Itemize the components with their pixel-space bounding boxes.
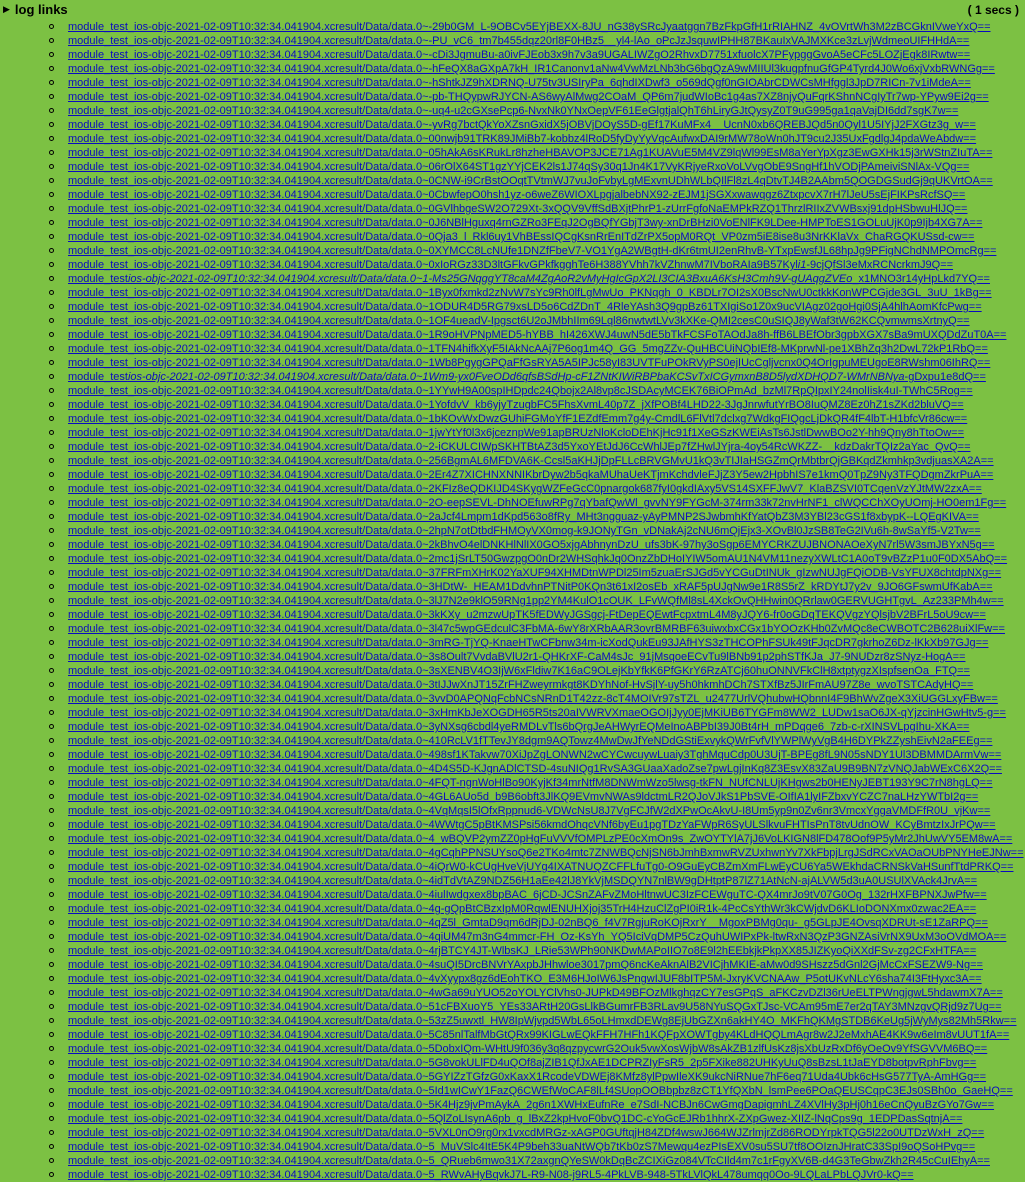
log-link-text-segment: module_test_ios-objc-2021-02-09T10:32:34.041904.xcresult/Data/data.0~4_wBQVP2ymZZ0pHgFuVVVfOMPLzPE0cXmOn9s_ZwOYTYlA7jJ6VoLKIGN8lFD478Oof9P5yMr2JhUwVY5EM8wA== <box>68 833 1013 845</box>
section-title: log links <box>14 2 68 17</box>
log-link-text-segment: module_test_ios-objc-2021-02-09T10:32:34.041904.xcresult/Data/data.0~5DobxIQm-WHtU9f036y3q8qzpycwrG2Ouk5vwXosWjbW8sAkZB1zlfUsKz8jsXbUzRxDf6yOeOv9YfSGVVM6BQ== <box>68 1043 988 1055</box>
log-link-item <box>68 313 1025 327</box>
log-link-text-segment: module_test_ios-objc-2021-02-09T10:32:34.041904.xcresult/Data/data.0~4VqMqsI5lOfxRppnud6-VDWcNsU8J7VgFCJfW2dXPwOcAkvU-I8Um5yp9n0Zv6nr3VmcxYggaVMDFfR0U_vjKw== <box>68 805 991 817</box>
log-link-item <box>68 117 1025 131</box>
log-link-text-segment: module_test_ios-objc-2021-02-09T10:32:34.041904.xcresult/Data/data.0~3vvD0APQNqFcbNCsNRnD1T42zz-8cT4MOIVr97sTZL_u2477UrlVQhubwHQbnnI4F9BhWvZgeX3XiUGGLxyFBw== <box>68 693 998 705</box>
log-link-text-segment: module_test_ios-objc-2021-02-09T10:32:34.041904.xcresult/Data/data.0~2mc1jSrLT50GwzpgO0nDr2WHSqhkJq0OnzZbDHoIYIW5omAU1N4VM11nezyXWLtC1A0oT9vBZzP1u0F0DX5AbQ== <box>68 553 1008 565</box>
log-link[interactable] <box>68 203 967 215</box>
log-link-item <box>68 453 1025 467</box>
log-link[interactable] <box>68 889 987 901</box>
log-link-text-segment: module_test_ios-objc-2021-02-09T10:32:34.041904.xcresult/Data/data.0~53zZ5uwxtl_HW8IpWjvpd5WbL65oLHmxdDEWg8EjUbGZXn6akHY4O_MKFhQKMgSTDB6KeUg5jWyMys82Mh5Rkw== <box>68 1015 1017 1027</box>
log-link[interactable] <box>68 581 993 593</box>
log-link-text-segment: module_test_ios-objc-2021-02-09T10:32:34.041904.xcresult/Data/data.0~5_RWvAHyBqvkJ7L-R9-N08-j9RL5-4PkLVB-948-5TkLVlQkL478umqq0Oo-9LQLaLPbLQJVr0-kQ== <box>68 1169 914 1181</box>
log-link[interactable] <box>68 917 988 929</box>
log-link-text-segment: module_test <box>68 371 128 383</box>
log-link-item <box>68 509 1025 523</box>
log-link-text-segment: module_test_ios-objc-2021-02-09T10:32:34.041904.xcresult/Data/data.0~4vXyypx8gz6dEohTKO_E3M6HJoIW6JsPngwIJUF8bITP5M-JxryKVCNAAw_P5otUKvNLcY6sha74I3FtHyxc3A== <box>68 973 982 985</box>
log-link[interactable] <box>68 651 965 663</box>
log-link[interactable] <box>68 1057 976 1069</box>
log-link[interactable] <box>68 763 1002 775</box>
log-link-item <box>68 775 1025 789</box>
log-link-text-segment: _x1MNO3r14yHpLkd7YQ== <box>852 273 990 285</box>
log-link-text-segment: module_test_ios-objc-2021-02-09T10:32:34.041904.xcresult/Data/data.0~5G8vokULlFD4uQOf8ajZIB1QfJxAE1DCPRZIyFsR5_2p5FXike882UHKyUuQ8sBzsL1tJaEYD8botpvRphFbvg== <box>68 1057 977 1069</box>
log-link-text-segment: module_test_ios-objc-2021-02-09T10:32:34.041904.xcresult/Data/data.0~3sXENBV4O3IjW6xFldiw7K16aC9OLejKbYfkK6PfGKrY6RzATCj60huONNVFkClH8xtptygzXIspfsenOa_FTQ== <box>68 665 970 677</box>
log-link-item <box>68 999 1025 1013</box>
log-link[interactable] <box>68 707 1006 719</box>
log-link-text-segment: module_test_ios-objc-2021-02-09T10:32:34.041904.xcresult/Data/data.0~3yNXsg6cbdl4yeRMDLvTls6bQrgJeAHWyrEQMeInoABPbI39J0Bt4rH_mPDqge6_7zb-c-rXINSVLpgIhu-XKA== <box>68 721 970 733</box>
log-link-item <box>68 243 1025 257</box>
log-link[interactable] <box>68 217 982 229</box>
log-link[interactable] <box>68 469 993 481</box>
log-link-item <box>68 1111 1025 1125</box>
log-link-item <box>68 89 1025 103</box>
log-link-text-segment: module_test_ios-objc-2021-02-09T10:32:34.041904.xcresult/Data/data.0~5K4Hjz9jvPmAykA_2g6n1XWHxEufnRe_e7SdI-NCBJn6CwGmgDapigmhLZ4XVlHy3pHj0h16eCnQyuBzGYo7Gw== <box>68 1099 995 1111</box>
log-link[interactable] <box>68 1099 994 1111</box>
log-link-text-segment: module_test_ios-objc-2021-02-09T10:32:34.041904.xcresult/Data/data.0~2aJcf4Lmpm1dKpd563o8fRy_MHt3ngguaz-yAyPMNP2SJwbmhKfYatQbZ3M3YBl23cGS1f8xbypK--LQEgKIVA== <box>68 511 979 523</box>
log-link-text-segment: module_test_ios-objc-2021-02-09T10:32:34.041904.xcresult/Data/data.0~4iulIwdgxex8bpBAC_6jCD-JCSnZAFvZMoHltnwUC3IzFCEWguTC-QX4mrJo9tV07G0Og_132rHXFBPNXJwPfw== <box>68 889 987 901</box>
log-link-text-segment: module_test_ios-objc-2021-02-09T10:32:34.041904.xcresult/Data/data.0~3HDtW-_HEAM1DdvhnPTNitP0KQn3t61xI2osEb_xRAF5pUJgNw9e1R8S5rZ_kRDYtJ7y2v_9JO6GFswmUfKabA== <box>68 581 993 593</box>
log-link[interactable] <box>68 77 971 89</box>
log-link-item <box>68 817 1025 831</box>
log-link[interactable] <box>68 1043 987 1055</box>
log-link-text-segment: module_test_ios-objc-2021-02-09T10:32:34.041904.xcresult/Data/data.0~4wGa69uYUO52oYOLYClVhs0-JUPkD49BFOzMlkghqzCY7esGPqS_aFKCzvDZl36rUeELTPWngjgwL5hdawmX7A== <box>68 987 1003 999</box>
log-link-text-segment: module_test_ios-objc-2021-02-09T10:32:34.041904.xcresult/Data/data.0~1ODUR4D5RG79xsLD5o6CdZDnT_4RleYAsh3Q9gpBz61TXIgiSo1Z0x9ucVIAgz02goHgi0SjA4hlhAomKfcPwg== <box>68 301 982 313</box>
log-link-item <box>68 593 1025 607</box>
log-link-text-segment: module_test_ios-objc-2021-02-09T10:32:34.041904.xcresult/Data/data.0~3s8Oult7VvdaBVlU2r1-QHKrXF-CaM4sJc_91jMsqoeECvTu9lBNb91p2phSTfKJa_J7-9NUDzr8zSNyz-HogA== <box>68 651 966 663</box>
log-link[interactable] <box>68 1113 962 1125</box>
log-link-text-segment: module_test_ios-objc-2021-02-09T10:32:34.041904.xcresult/Data/data.0~4qiUM47m3nG4mmcr-FH_Oz-KsYh_YQ5IciVqDMP5CzQuhUWIPxPk-ltwRxN3QzP3GNZAsiVrNX9UxM3oOVdMOA== <box>68 931 1007 943</box>
log-link[interactable] <box>68 119 976 131</box>
log-link[interactable] <box>68 21 991 33</box>
log-link-text-segment: module_test_ios-objc-2021-02-09T10:32:34.041904.xcresult/Data/data.0~1Byx0fxmkd2zNvW7sYc9Rh0lfLgMwUo_PKNqgh_0_KBDLr7OI2sX0BscNwU0ctkkKonWPCGjde3GL_3uU_1kBg== <box>68 287 992 299</box>
log-link-text-segment: module_test_ios-objc-2021-02-09T10:32:34.041904.xcresult/Data/data.0~256BgmAL6MFDVA6K-Ccsl5aKHJjDpFLLcBRVGMvU1kQ3vTIJIaHSGZmQrMbtbrQjGBKqdZkmhkp3vdjuasXA2A== <box>68 455 994 467</box>
log-link[interactable] <box>68 637 988 649</box>
log-link[interactable] <box>68 861 1013 873</box>
log-link[interactable] <box>68 483 982 495</box>
log-link-item <box>68 523 1025 537</box>
log-link-text-segment: module_test_ios-objc-2021-02-09T10:32:34.041904.xcresult/Data/data.0~4suQI5DrcBNVrYAxpbJHhwloe3017pmQ6ncKeAknAlB2VICjhMKIE-aMw0d9SHszz5dGnl2GjMcCxFSEZW9-Ng== <box>68 959 983 971</box>
log-link-text-segment: module_test_ios-objc-2021-02-09T10:32:34.041904.xcresult/Data/data.0~4iQrW0-kCUgHveVjUYg4IXATNUQZCFFLfuTg0-O9GuEyCBZmXmFLwEyCU6Ya5WEkhdaCRNSkVaHSunfTtdPRKQ== <box>68 861 1014 873</box>
log-link-item <box>68 397 1025 411</box>
log-link-item <box>68 383 1025 397</box>
log-link-text-segment: -gDxpu1e8dQ== <box>904 371 986 383</box>
log-link-item <box>68 47 1025 61</box>
log-link[interactable] <box>68 399 964 411</box>
log-link-item <box>68 481 1025 495</box>
log-link-item <box>68 761 1025 775</box>
log-link[interactable] <box>68 371 986 383</box>
log-link-item <box>68 691 1025 705</box>
log-link[interactable] <box>68 497 1006 509</box>
log-link-item <box>68 663 1025 677</box>
log-link[interactable] <box>68 245 996 257</box>
log-link-item <box>68 579 1025 593</box>
log-link-item <box>68 173 1025 187</box>
log-link-item <box>68 1069 1025 1083</box>
log-link[interactable] <box>68 665 970 677</box>
log-link-item <box>68 607 1025 621</box>
log-link-text-segment: module_test_ios-objc-2021-02-09T10:32:34.041904.xcresult/Data/data.0~3lJ7N2e9klO59RNg1pp2YM4KulO1cOUK_LFvWQfMl8sL4XckOvQHHwin0QRrlaw0GERVUGHTgvL_Az233PMh4w== <box>68 595 1004 607</box>
log-link[interactable] <box>68 1001 1002 1013</box>
log-link-text-segment: module_test_ios-objc-2021-02-09T10:32:34.041904.xcresult/Data/data.0~5_QRueb6mwo31X72axgnQYeSW0kDqBcZCIXiGz084VTcCIld4m7c1rFgyXV6B-d4G3TeGbwZkh2R45cCuIEhyA== <box>68 1155 990 1167</box>
log-link[interactable] <box>68 147 992 159</box>
log-link-text-segment: module_test_ios-objc-2021-02-09T10:32:34.041904.xcresult/Data/data.0~0GVlhbgeSW2O729Xt-3xQQV9VffSdBXjtPhrP1-zUrrFgfoNaEMPkRZQ1ThrzlRIIxZVWBsxj91dpHSbwuHlJQ== <box>68 203 968 215</box>
log-link-text-segment: module_test_ios-objc-2021-02-09T10:32:34.041904.xcresult/Data/data.0~3mRG-TjYQ-KnaeHTwCFbnw34m-icXodQukEu93JAfHYS3zTHCOPhFSUk49tFJqcDR7gkrhoZ6Dz-lKkXb97GJg== <box>68 637 989 649</box>
log-link-item <box>68 285 1025 299</box>
log-link-item <box>68 1083 1025 1097</box>
log-link-text-segment: module_test_ios-objc-2021-02-09T10:32:34.041904.xcresult/Data/data.0~2hpN7otDtbdFHMOyVX0mog-k9JONyTGn_vDNakAj2cNU6mQjEjx3-XOvBl0JzSB8TeG2IVu6h-8wSaYf5-V2Tw== <box>68 525 981 537</box>
log-link-text-segment: module_test_ios-objc-2021-02-09T10:32:34.041904.xcresult/Data/data.0~-29b0GM_L-9OBCv5EYjBEXX-8JU_nG38ySRcJyaatggn7BzFkpGfH1rRIAHNZ_4vOVrtWh3M2zBCGknIVweYxQ== <box>68 21 991 33</box>
log-link-text-segment: module_test_ios-objc-2021-02-09T10:32:34.041904.xcresult/Data/data.0~410RcLV1fTTevJY8dgm9AQTowz4MwDwJfYeNDdGStiExvykQWrFvfVlYWPlWyVgB4H6DYPkZZyshEivN2aFEEg== <box>68 735 993 747</box>
log-link[interactable] <box>68 805 990 817</box>
log-link[interactable] <box>68 721 969 733</box>
log-link-italic-segment: i1 <box>797 259 807 271</box>
log-link-text-segment: module_test_ios-objc-2021-02-09T10:32:34.041904.xcresult/Data/data.0~-uq4-u2cGXsePcp6-NvxNk0YNxOepVF61EeGlgtjalQhT6hLiryGJtQysyZ0T9uG995ga1qaVajDI6dd7sgK7w== <box>68 105 959 117</box>
log-link[interactable] <box>68 91 989 103</box>
log-link-text-segment: module_test_ios-objc-2021-02-09T10:32:34.041904.xcresult/Data/data.0~3kKXy_u2mzwUpTK5fEDWyJGSgcj-FtDepEQEwtFcpxtmL4M8yJQY6-fr0oGDqTEKQVgzYQlsjbV2BFrL5oU9cw== <box>68 609 986 621</box>
log-link-item <box>68 201 1025 215</box>
log-link-text-segment: module_test_ios-objc-2021-02-09T10:32:34.041904.xcresult/Data/data.0~5_MuVSlc4ItE5K4P9beh33uaNtWQb7tKb0zS7Mewqu4ezPIsEXV0su5SU7tf8OOIznJHratC33SpI9oQSoHPvg== <box>68 1141 976 1153</box>
log-link-text-segment: module_test_ios-objc-2021-02-09T10:32:34.041904.xcresult/Data/data.0~4FQT-ngnWoHlBo90KyjKf34mrNtfM8DNWmWzo5lwsg-tkFN_NUfCNLUjKHgws2b0HENyJEBT193Y9C7rN8hgLQ== <box>68 777 993 789</box>
log-link[interactable] <box>68 1029 1009 1041</box>
log-link-item <box>68 929 1025 943</box>
log-link[interactable] <box>68 1127 984 1139</box>
log-link-item <box>68 1027 1025 1041</box>
log-link[interactable] <box>68 679 973 691</box>
log-link[interactable] <box>68 1169 914 1181</box>
log-link[interactable] <box>68 105 958 117</box>
log-link[interactable] <box>68 259 953 271</box>
log-link-italic-segment: ios-objc-2021-02-09T10:32:34.041904.xcresult/Data/data.0~1-Ms25GNqggYT8caM4ZgAoR2vMyHgIcGpX2LI3CIA3BxuA6KsH3Cmh9V-gUAqgZVEo <box>127 273 853 285</box>
log-link-item <box>68 61 1025 75</box>
log-link-text-segment: module_test_ios-objc-2021-02-09T10:32:34.041904.xcresult/Data/data.0~2kBhvO4elDNKHlNlIX0GO5xjgAbhnynDzU_ufs3bK-97hy3oSgp6EMYCRKZUJBNONAOeXyN7rl5W3smJBYxN5g== <box>68 539 995 551</box>
log-link[interactable] <box>68 385 973 397</box>
log-link[interactable] <box>68 959 983 971</box>
log-link[interactable] <box>68 525 981 537</box>
log-links-list <box>0 19 1025 1181</box>
log-link-text-segment: module_test <box>68 273 128 285</box>
log-link-text-segment: module_test_ios-objc-2021-02-09T10:32:34.041904.xcresult/Data/data.0~1YYwH9A00spIHDpdc24Qbojx2Al8vp8cJSDAcyMCEK76BiOPmAd_bzMl7RpQIpxIY24nolIisk4uI-TWhC5Rog== <box>68 385 973 397</box>
log-link[interactable] <box>68 791 978 803</box>
log-link-item <box>68 19 1025 33</box>
log-link[interactable] <box>68 511 979 523</box>
log-link-text-segment: -9cjQfSl3eMxRCNcrkmJ9Q== <box>806 259 954 271</box>
log-link-text-segment: module_test_ios-objc-2021-02-09T10:32:34.041904.xcresult/Data/data.0~4gCqhPPNSUYsoQ6e2TKo4mtc7ZNWBQcNjSN6bJmhBxmwRVZUxhwnYv7XkFbpjLrgJSdRCxVAOaOUbPNYHeEJNw== <box>68 847 1024 859</box>
log-link-item <box>68 565 1025 579</box>
log-link-text-segment: module_test_ios-objc-2021-02-09T10:32:34.041904.xcresult/Data/data.0~0CNW-i9CrBstOOqtTVtmWJ7vuJoFvbyLgMExvnUDhWLbQIlFl8zL4qDtvTJ4B2AAbm5QOGDGSudGj9qUKVrtOA== <box>68 175 993 187</box>
log-link[interactable] <box>68 777 993 789</box>
log-link-item <box>68 187 1025 201</box>
log-link-text-segment: module_test_ios-objc-2021-02-09T10:32:34.041904.xcresult/Data/data.0~3l47c5wpGEdculC3FbMA-6wY8rXRbAAR3ovrBMRBF63uiwxbxCGx1bYOOzKHb0ZvMQc8eCWBOTC2B628uiXlFw== <box>68 623 1005 635</box>
log-link[interactable] <box>68 931 1006 943</box>
log-link-item <box>68 803 1025 817</box>
log-link-text-segment: module_test_ios-objc-2021-02-09T10:32:34.041904.xcresult/Data/data.0~05hAkA6sKRukLr8hzheHBAVOP3JCE71Ag1KUAVuE5M4VZ9lqWl99EsM8aYerYpXgz3EwGXHk15j3rWStnZIuTA== <box>68 147 993 159</box>
log-link[interactable] <box>68 413 967 425</box>
log-link-item <box>68 887 1025 901</box>
log-link[interactable] <box>68 301 982 313</box>
log-link[interactable] <box>68 903 976 915</box>
log-link-text-segment: module_test_ios-objc-2021-02-09T10:32:34.041904.xcresult/Data/data.0~4rjBTCY4JT-WlbsKJ_LRie53WPh90NKDwMAPoIIO7o8E9l2hEEbkjkPkpXX85JIZKyoQiXXdFSv-zg2CFxHTFA== <box>68 945 977 957</box>
log-link-text-segment: module_test_ios-objc-2021-02-09T10:32:34.041904.xcresult/Data/data.0~1jwYtYf0l3x6jceznpWe91apBRUzNloKcloDEhKjHc91f1XeGSzKWEiAsTs6JstlDwwBOo2Y-hh9Qny8hTtoOw== <box>68 427 965 439</box>
log-link[interactable] <box>68 567 1001 579</box>
log-link-item <box>68 439 1025 453</box>
log-link-item <box>68 971 1025 985</box>
log-link-item <box>68 621 1025 635</box>
log-link[interactable] <box>68 833 1012 845</box>
log-link-item <box>68 831 1025 845</box>
log-link-item <box>68 355 1025 369</box>
log-link-item <box>68 229 1025 243</box>
log-link-text-segment: module_test_ios-objc-2021-02-09T10:32:34.041904.xcresult/Data/data.0~5QlZoLIsynA6pb_g_lBxZ2kpHvoF0bvQ1DC-cYoGcEJRb1hhrX-ZXpGwez-XIIZ-lNqCps9g_1EDPDasSqtnjA== <box>68 1113 963 1125</box>
log-link-item <box>68 733 1025 747</box>
log-link-item <box>68 1139 1025 1153</box>
log-link-item <box>68 1041 1025 1055</box>
log-link-item <box>68 1055 1025 1069</box>
log-link[interactable] <box>68 1155 990 1167</box>
log-link-text-segment: module_test_ios-objc-2021-02-09T10:32:34.041904.xcresult/Data/data.0~4WWtgC5pBtKMSPsi56kmdOhqcVNf6byEu1pgTDzYaFWpR6SyULSlkvuFHTIsPnT8tvUdnOW_KCyBmtzIxJrPQw== <box>68 819 996 831</box>
log-link-item <box>68 1013 1025 1027</box>
log-link-item <box>68 159 1025 173</box>
log-link[interactable] <box>68 553 1007 565</box>
log-link[interactable] <box>68 329 1006 341</box>
log-link[interactable] <box>68 343 988 355</box>
log-link-item <box>68 467 1025 481</box>
log-link-text-segment: module_test_ios-objc-2021-02-09T10:32:34.041904.xcresult/Data/data.0~5Id1wICwY1FazQ6CWEfWoCAF8lLf4SUopOOBbpbz8zCT1YfQXbN_lsmPee6POaQEUSCqpC3EJs0SBh0o_GaeHQ== <box>68 1085 1013 1097</box>
log-link-item <box>68 1167 1025 1181</box>
log-link-item <box>68 33 1025 47</box>
log-link-item <box>68 551 1025 565</box>
log-link-item <box>68 411 1025 425</box>
log-link[interactable] <box>68 427 964 439</box>
log-link[interactable] <box>68 35 969 47</box>
log-link-item <box>68 747 1025 761</box>
log-link-text-segment: module_test_ios-objc-2021-02-09T10:32:34.041904.xcresult/Data/data.0~1TFN4hifkXyF5IAkNcAAj7P6og1m4Q_GG_5mgZZv-QuHBCUiNQbIEf8-MKprwNl-pe1XBhZq3h2DwL72kP1RbQ== <box>68 343 988 355</box>
log-link-item <box>68 915 1025 929</box>
log-link-item <box>68 635 1025 649</box>
expand-triangle-icon[interactable]: ▶ <box>3 4 10 14</box>
log-link-item <box>68 943 1025 957</box>
log-link-text-segment: module_test_ios-objc-2021-02-09T10:32:34.041904.xcresult/Data/data.0~5GYIZzTGfzG0xKaxX1RcodeVDWEj8KMfz8ylPpwIleXK9ukcNiRNue7hF6eq71Uda4Ubk6cHsG577TyA-AmHGg== <box>68 1071 987 1083</box>
log-link[interactable] <box>68 847 1024 859</box>
log-link-text-segment: module_test_ios-objc-2021-02-09T10:32:34.041904.xcresult/Data/data.0~1bKOvWxDwzGUhiFGMoYfF1EZdfEmm7g4y-CmdlL6FlVtl7dclxg7WdkgFIQgcLjDkQR4fF4lbT-H1bfcVr86cw== <box>68 413 968 425</box>
log-link[interactable] <box>68 189 965 201</box>
log-link-item <box>68 845 1025 859</box>
log-link[interactable] <box>68 735 992 747</box>
log-link-text-segment: module_test_ios-objc-2021-02-09T10:32:34.041904.xcresult/Data/data.0~4GL6AUo5d_b9B6obft3JlKQ9EVmvNWAs9ldctmLR2QJoVJkS1PbSVE-OIfIA1lyIFZbxvYCZC7naLHzYWTbI2g== <box>68 791 979 803</box>
log-link-item <box>68 873 1025 887</box>
log-link-text-segment: module_test_ios-objc-2021-02-09T10:32:34.041904.xcresult/Data/data.0~4g-gQpBtCBzxIpM0RqwlENUHXjoj35TrH4HzuClZgPI0iR1k-4PcCsYthWr3kCWjdvD6KLIoDONXmx0zwac2EA== <box>68 903 977 915</box>
log-link-item <box>68 257 1025 271</box>
log-link-text-segment: module_test_ios-objc-2021-02-09T10:32:34.041904.xcresult/Data/data.0~-hFeQX8aGXpA7kH_IR1Canonv1aNw4VwMzLNb3bG6bgQzA9wMIIUl3kugpfnuGfGP4Tyrd4J0Wo6xjVxbRWNGg== <box>68 63 995 75</box>
log-link-text-segment: module_test_ios-objc-2021-02-09T10:32:34.041904.xcresult/Data/data.0~498sf1KTakvw70XiJpZgLONWN2wCYCwcuywLuaiy3TghMquCdp0U3UjT-BPEg8fL9N05sNDY1Ul3DBMMDArmVw== <box>68 749 1002 761</box>
log-link-item <box>68 299 1025 313</box>
log-link-text-segment: module_test_ios-objc-2021-02-09T10:32:34.041904.xcresult/Data/data.0~1OF4ueadV-Ipgsct6U2oJMbhIIm69Lql86nwtwtLVv3kXKe-QMI2cesC0uSIQJ8yWaf3tW62KCQvmwmsXrtnyQ== <box>68 315 970 327</box>
log-link-text-segment: module_test_ios-objc-2021-02-09T10:32:34.041904.xcresult/Data/data.0~2O-eepSEVL-DhNOEfuwRPg7qYbafQwWl_gvvNY9FYGcM-374rm33k72nvHrNF1_clWQCChXOyUOmj-HO0em1Fg== <box>68 497 1007 509</box>
log-link-item <box>68 145 1025 159</box>
log-link-text-segment: module_test_ios-objc-2021-02-09T10:32:34.041904.xcresult/Data/data.0~00nwjb91TRK89JMiBb7-kobbz4lRoD5fyDyYyVqcAufwxDAI9rMW78oWn0hJT9cu2J35UxFgdlgJ4pdaWeAbdw== <box>68 133 977 145</box>
log-link[interactable] <box>68 875 977 887</box>
log-link-item <box>68 425 1025 439</box>
log-link-item <box>68 537 1025 551</box>
log-link-item <box>68 215 1025 229</box>
log-link-item <box>68 131 1025 145</box>
log-link[interactable] <box>68 161 969 173</box>
log-link[interactable] <box>68 973 982 985</box>
log-link-text-segment: module_test_ios-objc-2021-02-09T10:32:34.041904.xcresult/Data/data.0~1YofdvV_kb6yjyTzugbFC5FhsXvmL40p7Z_jXfPOBf4LHD22-3JgJnrwfutYrBO8IuQMZ8Ez0hZ1sZKd2bluVQ== <box>68 399 964 411</box>
section-duration: ( 1 secs ) <box>967 2 1019 17</box>
log-link-text-segment: module_test_ios-objc-2021-02-09T10:32:34.041904.xcresult/Data/data.0~2Er4Z7XICHNXNNIKbrDyw2b5qkaMUhaUeKTjmKchdvleFJjZ3Y5ew2HpbhIS7e1kmQ0TpZ9Ny3TFQDgmZkrPuA== <box>68 469 994 481</box>
log-link[interactable] <box>68 315 970 327</box>
log-link-text-segment: module_test_ios-objc-2021-02-09T10:32:34.041904.xcresult/Data/data.0~0CbwfepO0hsh1yz-o6weZ6WIOXLpgjalbebNX92-zEJM1jSGXxwawqgz6ZtxpcvX7rH7lJeU5sEjFIKPsRcfSQ== <box>68 189 966 201</box>
log-link-text-segment: module_test_ios-objc-2021-02-09T10:32:34.041904.xcresult/Data/data.0~2-iCKULCIWpSKHTBtAZ3d5YxoYEtJdJ6CcWhlJEp7fZHwlJYjra-4oy54RcWKZZ-__kdzDakrTQIz2aYac_QvQ== <box>68 441 971 453</box>
log-link-item <box>68 859 1025 873</box>
log-link-text-segment: module_test_ios-objc-2021-02-09T10:32:34.041904.xcresult/Data/data.0~06rOlX64ST1gzYYjCEK2ls1J74qSy30q1Jn4K17VyKRjyeRxoVoLVvgObE9SngHf1hVODjPAmeiviSNlAx-VQg== <box>68 161 970 173</box>
log-link-text-segment: module_test_ios-objc-2021-02-09T10:32:34.041904.xcresult/Data/data.0~4idTdVtAZ9NDZ56H1aEe42lJ8YkVjMSDQYN7nlBW9gDHtptP87lZ71AtNcN-ajALVW5d3uA0USUlXVAck4JrvA== <box>68 875 978 887</box>
log-link-item <box>68 1125 1025 1139</box>
log-link[interactable] <box>68 1141 975 1153</box>
log-link-italic-segment: ios-objc-2021-02-09T10:32:34.041904.xcresult/Data/data.0~1Wm9-yx0FveODd6qfsBSdHp-cF1ZNtKIWiRBPbaKCSvTxICGymxnB8D5lydXDHQD7-WMrNBNya <box>127 371 905 383</box>
log-link[interactable] <box>68 175 993 187</box>
log-link-text-segment: module_test_ios-objc-2021-02-09T10:32:34.041904.xcresult/Data/data.0~-hShtkJZ9hXDRNQ-U75tv3USIryPa_6qhdIXDwf3_o569dQgf0nGIOAbrCDWCsMHfggl3JpD7RICn-7v1iMdeA== <box>68 77 971 89</box>
log-link[interactable] <box>68 357 990 369</box>
log-link-text-segment: module_test_ios-objc-2021-02-09T10:32:34.041904.xcresult/Data/data.0~0xIoRGz33D3ltGFkvGPkfkgghTe6H388YVhh7kVZhnwM7IVboRAIa9B57Kyl <box>68 259 798 271</box>
log-link-item <box>68 957 1025 971</box>
log-link-item <box>68 1153 1025 1167</box>
log-link-item <box>68 1097 1025 1111</box>
log-link-text-segment: module_test_ios-objc-2021-02-09T10:32:34.041904.xcresult/Data/data.0~-cDi3JgmuBu-a0ivFJEob3x9h7v3a9UGALIWZgO2RhvxD7751xfuolcX7PFypggGvoA5eCFc5LOZjEgk8IRwtw== <box>68 49 971 61</box>
log-link-item <box>68 985 1025 999</box>
log-link-text-segment: module_test_ios-objc-2021-02-09T10:32:34.041904.xcresult/Data/data.0~1Wb8PgygGPQaFfGsRYA5A5IPJc58yI83UVTFuPOkRVyPS0ejIUcCgljvcnx0Q4OrIgpuMEUgoE8RWshm06IhRQ== <box>68 357 991 369</box>
log-link-item <box>68 75 1025 89</box>
log-link-text-segment: module_test_ios-objc-2021-02-09T10:32:34.041904.xcresult/Data/data.0~0J6NBlHguxq4rnGZRo3FEqJ2OgBQfYGbjT3wy-xnDrBHzi0VoENlFK9LDee-HMPToES1GOLuUjK0p9Ijb4XG7A== <box>68 217 983 229</box>
log-link-item <box>68 649 1025 663</box>
log-link-item <box>68 677 1025 691</box>
log-link-text-segment: module_test_ios-objc-2021-02-09T10:32:34.041904.xcresult/Data/data.0~5C85nlTalfMbGtQRx99KIGLwEQkFFH7HFh1KQFpXOWTgby4KLdHQQLmAgr8w2J2eMxhAE4KK9w6eIm8vUUT1fA== <box>68 1029 1010 1041</box>
log-link[interactable] <box>68 987 1003 999</box>
log-link[interactable] <box>68 1015 1017 1027</box>
log-link[interactable] <box>68 287 992 299</box>
log-link[interactable] <box>68 455 994 467</box>
log-link-text-segment: module_test_ios-objc-2021-02-09T10:32:34.041904.xcresult/Data/data.0~4qZ5l_GmtaD9qm6dRjDJ-02nBQ6_f4V7RgjuRoKOjRxrY__MgoxPBMg0qu-_g5GLpJE4OvsqXDRUt-sE1ZaRPQ== <box>68 917 988 929</box>
log-link-text-segment: module_test_ios-objc-2021-02-09T10:32:34.041904.xcresult/Data/data.0~3xHmKbJeXOGDH65R5ts20aIVWRVXmaeOGOIjJyy0EjMKiUB6TYGFm8WW2_LUDw1saO6JX-qYjzcinHGwHtv5-g== <box>68 707 1006 719</box>
log-link-item <box>68 327 1025 341</box>
log-link-item <box>68 495 1025 509</box>
log-link-item <box>68 719 1025 733</box>
log-link-item <box>68 901 1025 915</box>
log-link-item <box>68 341 1025 355</box>
log-link[interactable] <box>68 231 974 243</box>
log-link-item <box>68 103 1025 117</box>
log-link-item <box>68 271 1025 285</box>
log-link-text-segment: module_test_ios-objc-2021-02-09T10:32:34.041904.xcresult/Data/data.0~-yvRg7bctQkYoXZsnGxidX5jOBVjDOyS5D-gEf17KuMFx4__UcnN0xb6QREBJQd5n0Qyl1U5IYjJ2FXGtz3g_w== <box>68 119 976 131</box>
log-link[interactable] <box>68 49 970 61</box>
log-link-text-segment: module_test_ios-objc-2021-02-09T10:32:34.041904.xcresult/Data/data.0~1R9oHVPNpMED5-hYBB_hI426XWJ4uwN5dE5bTkFCSFoTAOdJa8h-ffB6LBEfObr3gpbXGX7sBa9mUXQDdZuT0A== <box>68 329 1007 341</box>
log-link[interactable] <box>68 609 986 621</box>
log-link[interactable] <box>68 539 995 551</box>
log-link-text-segment: module_test_ios-objc-2021-02-09T10:32:34.041904.xcresult/Data/data.0~37FRFmXHrK02YaXUF94XHMDtnWPDl25Im5zuaErSJGd5vYCGuDtINUk_gIzwNUJgFQiODB-VsYFUX8chtdpNXg== <box>68 567 1002 579</box>
log-link-text-segment: module_test_ios-objc-2021-02-09T10:32:34.041904.xcresult/Data/data.0~0Qja3_l_Rkl6uy1VhBEssIQCgKsnRrEnITdZrPX5opM0RQt_VP0zm5iE8ise8u3NrKKlaVx_ChaRGQKUSsd-cw== <box>68 231 975 243</box>
log-link-text-segment: module_test_ios-objc-2021-02-09T10:32:34.041904.xcresult/Data/data.0~4D4S5D-KJgnADlCTSD-4suNIQg1RvSA3GUaaXadoZse7pwLgjInKq8Z3EsvX83ZaU9B9BN7zVNQJabWExC6X2Q== <box>68 763 1002 775</box>
log-link[interactable] <box>68 945 976 957</box>
log-link[interactable] <box>68 63 995 75</box>
log-link[interactable] <box>68 441 971 453</box>
log-link-item <box>68 789 1025 803</box>
log-link[interactable] <box>68 273 990 285</box>
log-link[interactable] <box>68 693 998 705</box>
log-section-header <box>0 0 1025 17</box>
log-link-text-segment: module_test_ios-objc-2021-02-09T10:32:34.041904.xcresult/Data/data.0~2KFIz8eQDKIJD4SKygWZFeGcC0pnargok687fyI0gkdIAxy5VS14SXFFJwV7_KlaBZSVI0TCqenVzYJtMW2zxA== <box>68 483 982 495</box>
log-link[interactable] <box>68 595 1004 607</box>
log-link-text-segment: module_test_ios-objc-2021-02-09T10:32:34.041904.xcresult/Data/data.0~3tIJJwXnJT15ZrFHZweyrmkgt8KDYhNof-HvSjlY-uy5h0hkmhDCh7STXfBz5JIrFmAU97Z8e_wvoTSTCAdyHQ== <box>68 679 974 691</box>
log-link-text-segment: module_test_ios-objc-2021-02-09T10:32:34.041904.xcresult/Data/data.0~-pb-THQypwRJYCN-AS6wyAlMwg2COaM_QP6m7judWIoBc1g4as7XZ8njyQuFqrKShnNCgIyTr7wp-YPyw9Ei2g== <box>68 91 989 103</box>
log-link-text-segment: module_test_ios-objc-2021-02-09T10:32:34.041904.xcresult/Data/data.0~-PU_vC6_tm7b455dqz20rl8F0HBz5__yl4-lAo_oPcJzJsquwIPHH87BKauIxVAJMXKce3zLvjWdmeoUIFHHdA== <box>68 35 970 47</box>
log-link-text-segment: module_test_ios-objc-2021-02-09T10:32:34.041904.xcresult/Data/data.0~51cFBXuoY5_YEs33ARtH20GsLlkBGumrFB3RLav9U58NYuSQGxTJsc-VCAm95mE7er2qTAY3MNzgvQRjd9z7Ug== <box>68 1001 1002 1013</box>
log-link[interactable] <box>68 1071 986 1083</box>
log-link[interactable] <box>68 623 1005 635</box>
log-link[interactable] <box>68 1085 1013 1097</box>
log-link[interactable] <box>68 133 976 145</box>
log-link-text-segment: module_test_ios-objc-2021-02-09T10:32:34.041904.xcresult/Data/data.0~0XYMCC8LcNUfe1DNZfFbeV7-VO1YgA2WBgtH-dKr6tmUI2enRhvB-YTxpEwsfJL68hpJg9PFigNChdNMPOmcRg== <box>68 245 997 257</box>
log-link-item <box>68 369 1025 383</box>
log-link[interactable] <box>68 819 996 831</box>
log-link-item <box>68 705 1025 719</box>
log-link[interactable] <box>68 749 1001 761</box>
log-link-text-segment: module_test_ios-objc-2021-02-09T10:32:34.041904.xcresult/Data/data.0~5VXL0nO9rg0rx1vxcdMRGz-xAGP0GUftqjH84ZDf4wswJ664WJZrlmjrZd86RODYrpkTQG5l22o0UTDzWxH_zQ== <box>68 1127 985 1139</box>
